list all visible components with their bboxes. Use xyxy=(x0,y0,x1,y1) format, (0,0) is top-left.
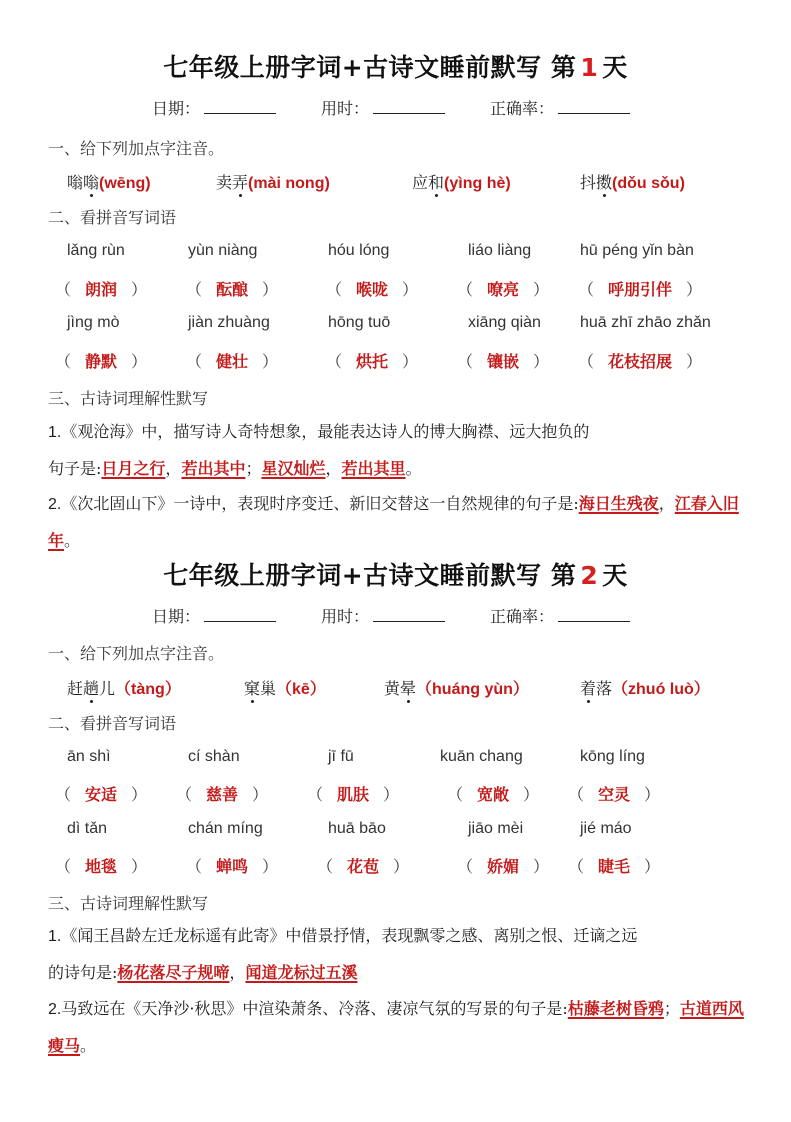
worksheet-title xyxy=(0,556,791,592)
time-label: 用时： xyxy=(321,607,370,626)
pinyin-prompt: ān shì xyxy=(67,748,111,765)
question-number: 2. xyxy=(48,1001,62,1018)
pinyin-prompt: hóu lóng xyxy=(328,242,390,259)
accuracy-blank[interactable] xyxy=(558,99,630,114)
pinyin-prompt: kōng líng xyxy=(580,748,645,765)
poem-answer: 江春入旧年 xyxy=(48,494,739,550)
answer-box[interactable]: （ 呼朋引伴 ） xyxy=(578,280,703,299)
pinyin-answer: (mài nong) xyxy=(248,175,330,192)
pinyin-prompt: cí shàn xyxy=(188,748,240,765)
word-char: 嗡 xyxy=(67,173,84,192)
pinyin-item xyxy=(412,170,511,193)
section-3-heading: 三、古诗词理解性默写 xyxy=(48,894,209,913)
time-label: 用时： xyxy=(321,99,370,118)
question-number: 2. xyxy=(48,496,62,513)
poem-answer: 若出其里 xyxy=(341,459,406,478)
poem-answer: 枯藤老树昏鸦 xyxy=(567,999,664,1018)
accuracy-field[interactable] xyxy=(490,604,630,627)
answer-box[interactable]: （ 喉咙 ） xyxy=(326,280,419,299)
word-answer: 宽敞 xyxy=(477,785,510,804)
answer-box[interactable]: （ 花枝招展 ） xyxy=(578,352,703,371)
date-label: 日期： xyxy=(152,607,201,626)
word-answer: 娇媚 xyxy=(487,857,520,876)
word-char: 落 xyxy=(596,679,613,698)
word-answer: 肌肤 xyxy=(337,785,370,804)
pinyin-item xyxy=(67,170,151,193)
pinyin-prompt: jiàn zhuàng xyxy=(188,314,270,331)
answer-box[interactable]: （ 宽敞 ） xyxy=(447,785,540,804)
word-answer: 酝酿 xyxy=(216,280,249,299)
question-lead: 的诗句是: xyxy=(48,963,118,982)
word-answer: 喉咙 xyxy=(356,280,389,299)
answer-box[interactable]: （ 睫毛 ） xyxy=(568,857,661,876)
pinyin-prompt: hū péng yǐn bàn xyxy=(580,242,694,259)
word-answer: 空灵 xyxy=(598,785,631,804)
section-1-heading: 一、给下列加点字注音。 xyxy=(48,139,225,158)
poem-answer: 若出其中 xyxy=(181,459,246,478)
answer-box[interactable]: （ 朗润 ） xyxy=(55,280,148,299)
time-field[interactable] xyxy=(321,96,445,119)
worksheet-title xyxy=(0,48,791,84)
answer-box[interactable]: （ 静默 ） xyxy=(55,352,148,371)
word-answer: 呼朋引伴 xyxy=(608,280,673,299)
question-number: 1. xyxy=(48,928,62,945)
word-answer: 花苞 xyxy=(347,857,380,876)
accuracy-blank[interactable] xyxy=(558,607,630,622)
word-answer: 慈善 xyxy=(206,785,239,804)
pinyin-prompt: liáo liàng xyxy=(468,242,532,259)
word-answer: 健壮 xyxy=(216,352,249,371)
pinyin-prompt: xiāng qiàn xyxy=(468,314,541,331)
title-suffix: 天 xyxy=(602,561,628,590)
answer-box[interactable]: （ 慈善 ） xyxy=(176,785,269,804)
day-number: 2 xyxy=(580,561,599,590)
word-char: 抖 xyxy=(580,173,597,192)
word-answer: 安适 xyxy=(85,785,118,804)
answer-box[interactable]: （ 地毯 ） xyxy=(55,857,148,876)
dotted-char: 和 xyxy=(428,170,444,193)
pinyin-answer: （huáng yùn） xyxy=(416,681,529,698)
pinyin-item xyxy=(384,676,529,699)
section-2-heading: 二、看拼音写词语 xyxy=(48,208,177,227)
answer-box[interactable]: （ 花苞 ） xyxy=(317,857,410,876)
pinyin-answer: (dǒu sǒu) xyxy=(612,175,685,192)
pinyin-answer: (yìng hè) xyxy=(444,175,511,192)
dotted-char: 晕 xyxy=(400,676,416,699)
poem-answer: 杨花落尽子规啼 xyxy=(117,963,230,982)
pinyin-item xyxy=(580,676,710,699)
pinyin-prompt: jī fū xyxy=(328,748,354,765)
pinyin-prompt: jìng mò xyxy=(67,314,120,331)
dotted-char: 窠 xyxy=(244,676,260,699)
question-text: 《观沧海》中，描写诗人奇特想象，最能表达诗人的博大胸襟、远大抱负的 xyxy=(61,422,590,441)
answer-box[interactable]: （ 肌肤 ） xyxy=(307,785,400,804)
dotted-char: 弄 xyxy=(232,170,248,193)
word-answer: 蝉鸣 xyxy=(216,857,249,876)
pinyin-item xyxy=(580,170,685,193)
pinyin-prompt: jiāo mèi xyxy=(468,820,524,837)
poem-answer: 古道西风瘦马 xyxy=(48,999,744,1055)
answer-box[interactable]: （ 镶嵌 ） xyxy=(457,352,550,371)
title-text: 七年级上册字词+古诗文睡前默写 第 xyxy=(163,53,577,82)
pinyin-answer: （zhuó luò） xyxy=(612,681,710,698)
section-1-heading: 一、给下列加点字注音。 xyxy=(48,644,225,663)
pinyin-prompt: yùn niàng xyxy=(188,242,258,259)
pinyin-prompt: huā zhī zhāo zhǎn xyxy=(580,314,711,331)
word-char: 卖 xyxy=(216,173,233,192)
section-3-heading: 三、古诗词理解性默写 xyxy=(48,389,209,408)
pinyin-item xyxy=(67,676,181,699)
word-answer: 地毯 xyxy=(85,857,118,876)
date-field[interactable] xyxy=(152,604,276,627)
pinyin-prompt: jié máo xyxy=(580,820,632,837)
question-text: 《闻王昌龄左迁龙标遥有此寄》中借景抒情，表现飘零之感、离别之恨、迁谪之远 xyxy=(61,926,638,945)
pinyin-prompt: kuān chang xyxy=(440,748,523,765)
pinyin-item xyxy=(244,676,326,699)
accuracy-field[interactable] xyxy=(490,96,630,119)
dotted-char: 擞 xyxy=(596,170,612,193)
word-char: 黄 xyxy=(384,679,401,698)
dotted-char: 嗡 xyxy=(83,170,99,193)
answer-box[interactable]: （ 娇媚 ） xyxy=(457,857,550,876)
time-blank[interactable] xyxy=(373,99,445,114)
pinyin-answer: （kē） xyxy=(276,681,326,698)
date-field[interactable] xyxy=(152,96,276,119)
word-char: 儿 xyxy=(99,679,116,698)
accuracy-label: 正确率： xyxy=(490,99,555,118)
question-1: 1.《闻王昌龄左迁龙标遥有此寄》中借景抒情，表现飘零之感、离别之恨、迁谪之远 的诗句是:杨花落尽子规啼，闻道龙标过五溪 xyxy=(48,926,638,982)
accuracy-label: 正确率： xyxy=(490,607,555,626)
title-suffix: 天 xyxy=(602,53,628,82)
question-2: 2.《次北固山下》一诗中，表现时序变迁、新旧交替这一自然规律的句子是:海日生残夜，江春入旧年。 xyxy=(48,494,739,550)
question-2: 2.马致远在《天净沙·秋思》中渲染萧条、冷落、凄凉气氛的写景的句子是:枯藤老树昏鸦；古道西风瘦马。 xyxy=(48,999,744,1055)
word-char: 巢 xyxy=(260,679,277,698)
pinyin-answer: (wēng) xyxy=(99,175,151,192)
word-answer: 镶嵌 xyxy=(487,352,520,371)
answer-box[interactable]: （ 嘹亮 ） xyxy=(457,280,550,299)
pinyin-answer: （tàng） xyxy=(115,681,181,698)
word-answer: 睫毛 xyxy=(598,857,631,876)
poem-answer: 海日生残夜 xyxy=(578,494,659,513)
answer-box[interactable]: （ 蝉鸣 ） xyxy=(186,857,279,876)
word-answer: 嘹亮 xyxy=(487,280,520,299)
answer-box[interactable]: （ 酝酿 ） xyxy=(186,280,279,299)
word-answer: 花枝招展 xyxy=(608,352,673,371)
word-answer: 朗润 xyxy=(85,280,118,299)
section-2-heading: 二、看拼音写词语 xyxy=(48,714,177,733)
poem-answer: 闻道龙标过五溪 xyxy=(245,963,358,982)
pinyin-prompt: hōng tuō xyxy=(328,314,391,331)
question-text: 马致远在《天净沙·秋思》中渲染萧条、冷落、凄凉气氛的写景的句子是: xyxy=(61,999,568,1018)
poem-answer: 日月之行 xyxy=(101,459,166,478)
title-text: 七年级上册字词+古诗文睡前默写 第 xyxy=(163,561,577,590)
answer-box[interactable]: （ 健壮 ） xyxy=(186,352,279,371)
pinyin-prompt: huā bāo xyxy=(328,820,386,837)
date-label: 日期： xyxy=(152,99,201,118)
time-field[interactable] xyxy=(321,604,445,627)
time-blank[interactable] xyxy=(373,607,445,622)
word-char: 应 xyxy=(412,173,429,192)
date-blank[interactable] xyxy=(204,607,276,622)
dotted-char: 趟 xyxy=(83,676,99,699)
question-lead: 句子是: xyxy=(48,459,102,478)
poem-answer: 星汉灿烂 xyxy=(261,459,326,478)
word-char: 赶 xyxy=(67,679,84,698)
pinyin-prompt: dì tǎn xyxy=(67,820,108,837)
answer-box[interactable]: （ 空灵 ） xyxy=(568,785,661,804)
day-number: 1 xyxy=(580,53,599,82)
question-number: 1. xyxy=(48,424,62,441)
answer-box[interactable]: （ 安适 ） xyxy=(55,785,148,804)
word-answer: 静默 xyxy=(85,352,118,371)
question-text: 《次北固山下》一诗中，表现时序变迁、新旧交替这一自然规律的句子是: xyxy=(61,494,579,513)
word-answer: 烘托 xyxy=(356,352,389,371)
date-blank[interactable] xyxy=(204,99,276,114)
answer-box[interactable]: （ 烘托 ） xyxy=(326,352,419,371)
question-1: 1.《观沧海》中，描写诗人奇特想象，最能表达诗人的博大胸襟、远大抱负的 句子是:日月之行，若出其中；星汉灿烂，若出其里。 xyxy=(48,422,590,478)
pinyin-prompt: lǎng rùn xyxy=(67,242,125,259)
pinyin-prompt: chán míng xyxy=(188,820,263,837)
dotted-char: 着 xyxy=(580,676,596,699)
pinyin-item xyxy=(216,170,330,193)
